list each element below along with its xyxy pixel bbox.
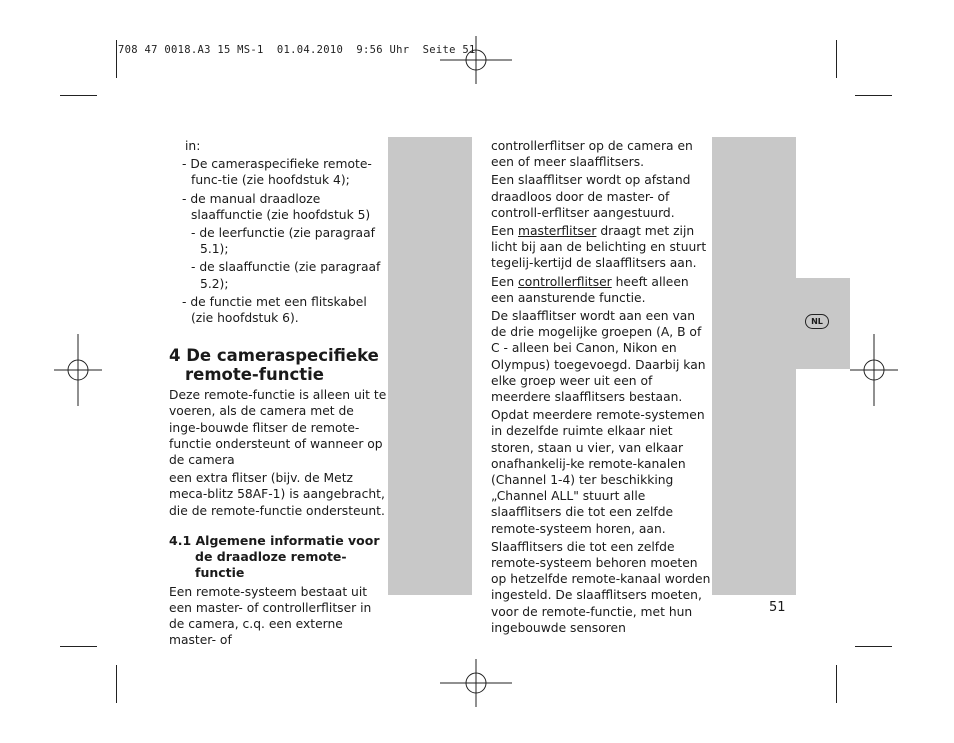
body-paragraph: Een slaafflitser wordt op afstand draadloos door de master- of controll-erflitser aangestuurd.: [491, 173, 691, 220]
page-number: 51: [769, 600, 786, 615]
list-item: - de slaaffunctie (zie paragraaf 5.2);: [191, 260, 381, 291]
crop-mark: [116, 665, 117, 703]
registration-mark-icon: [440, 24, 512, 96]
crop-mark: [836, 40, 837, 78]
body-paragraph: Een masterflitser draagt met zijn licht bij aan de belichting en stuurt tegelij-kertijd de slaafflitsers aan.: [491, 224, 707, 271]
term-controllerflitser: controllerflitser: [518, 274, 612, 289]
print-slug: 708 47 0018.A3 15 MS-1 01.04.2010 9:56 Uhr Seite 51: [118, 44, 476, 56]
intro-text: in:: [185, 139, 201, 153]
crop-mark: [60, 95, 97, 96]
section-heading: 4 De cameraspecifieke remote-functie: [169, 346, 379, 385]
crop-mark: [116, 40, 117, 78]
gray-margin-bar: [712, 137, 796, 595]
body-paragraph: Een controllerflitser heeft alleen een aansturende functie.: [491, 274, 689, 305]
body-paragraph: Deze remote-functie is alleen uit te voeren, als de camera met de inge-bouwde flitser de remote-functie ondersteunt of wanneer op de camera: [169, 388, 387, 468]
language-badge: NL: [805, 314, 829, 329]
body-paragraph: De slaafflitser wordt aan een van de drie mogelijke groepen (A, B of C - alleen bei Canon, Nikon en Olympus) toegevoegd. Daarbij kan elke groep weer uit een of meerdere slaafflitsers bestaan.: [491, 309, 706, 405]
list-item: - de functie met een flitskabel (zie hoofdstuk 6).: [182, 294, 367, 326]
body-paragraph: Slaafflitsers die tot een zelfde remote-systeem behoren moeten op hetzelfde remote-kanaal worden ingesteld. De slaafflitsers moeten, voor de remote-functie, met hun ingebouwde sensoren: [491, 539, 711, 635]
body-paragraph: een extra flitser (bijv. de Metz meca-blitz 58AF-1) is aangebracht, die de remote-functie ondersteunt.: [169, 471, 385, 518]
list-item: - De cameraspecifieke remote-func-tie (zie hoofdstuk 4);: [182, 157, 372, 188]
right-column: [491, 138, 711, 636]
gray-margin-bar: [388, 137, 472, 595]
subsection-heading: 4.1 Algemene informatie voor de draadloze remote-functie: [169, 532, 380, 580]
crop-mark: [855, 95, 892, 96]
crop-mark: [60, 646, 97, 647]
list-item: - de manual draadloze slaaffunctie (zie hoofdstuk 5): [182, 191, 371, 222]
crop-mark: [836, 665, 837, 703]
list-item: - de leerfunctie (zie paragraaf 5.1);: [191, 226, 375, 257]
term-masterflitser: masterflitser: [518, 224, 597, 239]
body-paragraph: Een remote-systeem bestaat uit een master- of controllerflitser in de camera, c.q. een externe master- of: [169, 584, 372, 648]
registration-mark-icon: [42, 334, 114, 406]
crop-mark: [855, 646, 892, 647]
left-column: [169, 138, 387, 649]
registration-mark-icon: [440, 647, 512, 719]
body-paragraph: controllerflitser op de camera en een of meer slaafflitsers.: [491, 139, 693, 170]
body-paragraph: Opdat meerdere remote-systemen in dezelfde ruimte elkaar niet storen, staan u vier, van elkaar onafhankelij-ke remote-kanalen (Channel 1-4) ter beschikking „Channel ALL" stuurt alle slaafflitsers die tot een zelfde remote-systeem horen, aan.: [491, 408, 705, 536]
